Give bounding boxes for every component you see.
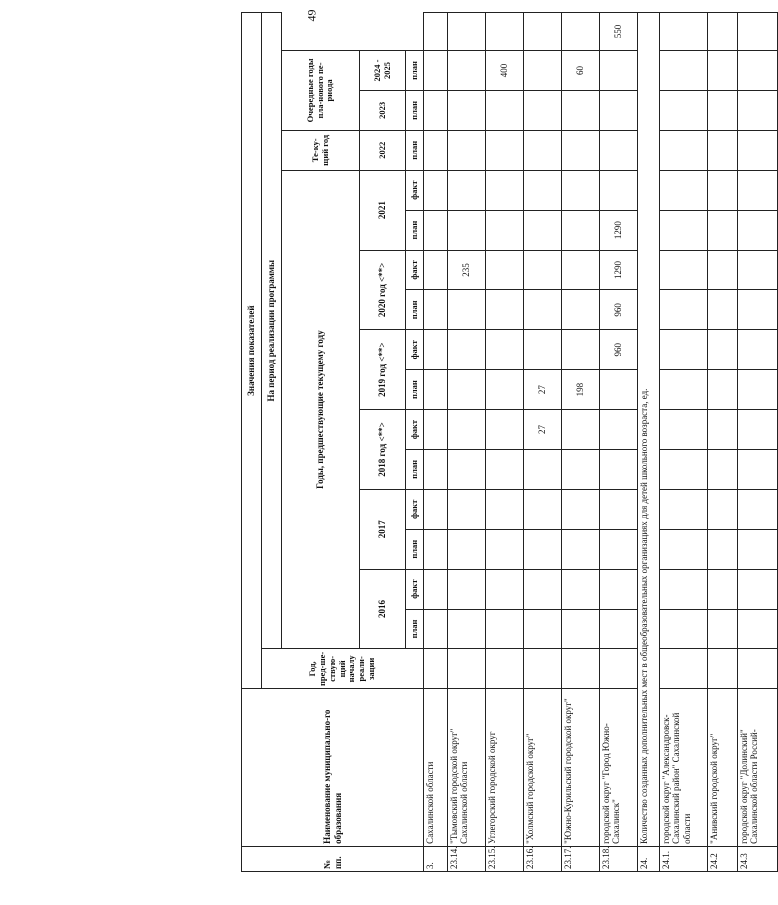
cell-value xyxy=(708,290,738,330)
cell-value xyxy=(486,410,524,450)
cell-value xyxy=(738,51,778,91)
cell-value xyxy=(562,489,600,529)
year-2017: 2017 xyxy=(360,489,406,569)
cell-value xyxy=(660,410,708,450)
cell-value xyxy=(660,609,708,649)
values-title: Значения показателей xyxy=(242,13,262,689)
cell-value xyxy=(524,130,562,170)
year-2018: 2018 год <**> xyxy=(360,410,406,490)
cell-value xyxy=(424,290,448,330)
cell-value xyxy=(486,170,524,210)
cell-value xyxy=(424,489,448,529)
subheader-fact: факт xyxy=(406,410,424,450)
cell-value xyxy=(660,290,708,330)
row-name: Углегорский городской округ xyxy=(486,689,524,847)
year-2021: 2021 xyxy=(360,170,406,250)
row-name: "Южно-Курильский городской округ" xyxy=(562,689,600,847)
cell-value xyxy=(708,13,738,51)
cell-value xyxy=(424,410,448,450)
subheader-plan: план xyxy=(406,130,424,170)
rotated-table-container xyxy=(241,9,760,872)
cell-value xyxy=(424,449,448,489)
cell-value xyxy=(738,330,778,370)
subheader-fact: факт xyxy=(406,569,424,609)
cell-value xyxy=(424,609,448,649)
cell-value xyxy=(486,130,524,170)
subheader-fact: факт xyxy=(406,250,424,290)
cell-value xyxy=(524,529,562,569)
row-name: Сахалинской области xyxy=(424,689,448,847)
cell-value xyxy=(524,290,562,330)
cell-value xyxy=(708,649,738,689)
cell-value xyxy=(660,51,708,91)
row-number: 24.1. xyxy=(660,846,708,871)
subheader-plan: план xyxy=(406,449,424,489)
cell-value xyxy=(448,370,486,410)
cell-value xyxy=(448,13,486,51)
cell-value xyxy=(738,210,778,250)
cell-value xyxy=(486,449,524,489)
subheader-plan: план xyxy=(406,529,424,569)
cell-value: 235 xyxy=(448,250,486,290)
cell-value xyxy=(424,330,448,370)
cell-value xyxy=(708,330,738,370)
cell-value xyxy=(524,90,562,130)
table-row xyxy=(562,13,600,872)
cell-value xyxy=(660,250,708,290)
table-row xyxy=(600,13,638,872)
cell-value xyxy=(738,130,778,170)
col-header-number: № пп. xyxy=(242,846,424,871)
cell-value xyxy=(600,649,638,689)
cell-value xyxy=(660,90,708,130)
cell-value xyxy=(524,51,562,91)
cell-value: 198 xyxy=(562,370,600,410)
row-number: 24.3 xyxy=(738,846,778,871)
cell-value xyxy=(562,250,600,290)
cell-value xyxy=(708,410,738,450)
cell-value xyxy=(424,649,448,689)
cell-value xyxy=(524,13,562,51)
cell-value xyxy=(486,330,524,370)
subheader-fact: факт xyxy=(406,330,424,370)
cell-value xyxy=(738,649,778,689)
cell-value xyxy=(562,290,600,330)
cell-value xyxy=(562,170,600,210)
cell-value xyxy=(562,130,600,170)
year-2023: 2023 xyxy=(360,90,406,130)
cell-value: 60 xyxy=(562,51,600,91)
cell-value xyxy=(448,51,486,91)
section-number: 24. xyxy=(638,846,660,871)
cell-value xyxy=(660,13,708,51)
cell-value xyxy=(708,130,738,170)
cell-value xyxy=(424,370,448,410)
current-year-title: Те-ку-щий год xyxy=(282,130,360,170)
cell-value xyxy=(448,649,486,689)
cell-value xyxy=(660,210,708,250)
cell-value xyxy=(448,609,486,649)
cell-value: 1290 xyxy=(600,210,638,250)
cell-value xyxy=(486,290,524,330)
cell-value xyxy=(738,290,778,330)
cell-value xyxy=(562,90,600,130)
cell-value xyxy=(486,609,524,649)
cell-value xyxy=(448,130,486,170)
cell-value xyxy=(424,130,448,170)
cell-value xyxy=(562,13,600,51)
table-row xyxy=(424,13,448,872)
cell-value xyxy=(708,210,738,250)
cell-value xyxy=(562,410,600,450)
table-row xyxy=(660,13,708,872)
cell-value xyxy=(424,170,448,210)
cell-value xyxy=(600,51,638,91)
cell-value xyxy=(486,90,524,130)
row-number: 24.2 xyxy=(708,846,738,871)
cell-value xyxy=(486,13,524,51)
cell-value xyxy=(562,609,600,649)
cell-value xyxy=(660,649,708,689)
cell-value: 27 xyxy=(524,370,562,410)
cell-value xyxy=(486,649,524,689)
section-title: Количество созданных дополнительных мест в общеобразовательных организациях для детей школьного возраста, ед. xyxy=(638,13,660,847)
cell-value xyxy=(562,649,600,689)
next-years-title: Очередные годы пла-нового пе-риода xyxy=(282,51,360,131)
cell-value xyxy=(486,210,524,250)
cell-value xyxy=(738,489,778,529)
cell-value: 400 xyxy=(486,51,524,91)
cell-value xyxy=(738,529,778,569)
col-header-name: Наименование муниципально-го образования xyxy=(242,689,424,847)
cell-value xyxy=(738,569,778,609)
col-header-preceding-year: Год, пред-ше-ствую-щий началу реали-зации xyxy=(262,649,424,689)
cell-value xyxy=(524,449,562,489)
cell-value xyxy=(660,330,708,370)
cell-value xyxy=(600,609,638,649)
cell-value xyxy=(448,569,486,609)
cell-value xyxy=(562,529,600,569)
years-before-title: Годы, предшествующие текущему году xyxy=(282,170,360,649)
cell-value xyxy=(424,529,448,569)
cell-value xyxy=(600,569,638,609)
year-2024: 2024 - 2025 xyxy=(360,51,406,91)
row-name: "Холмский городской округ" xyxy=(524,689,562,847)
year-2019: 2019 год <**> xyxy=(360,330,406,410)
table-row xyxy=(738,13,778,872)
row-number: 23.14. xyxy=(448,846,486,871)
cell-value xyxy=(708,250,738,290)
cell-value xyxy=(562,330,600,370)
cell-value xyxy=(660,130,708,170)
cell-value: 960 xyxy=(600,330,638,370)
cell-value xyxy=(708,489,738,529)
cell-value xyxy=(486,250,524,290)
cell-value xyxy=(738,250,778,290)
cell-value xyxy=(424,569,448,609)
subheader-plan: план xyxy=(406,210,424,250)
cell-value: 550 xyxy=(600,13,638,51)
subheader-plan: план xyxy=(406,51,424,91)
cell-value xyxy=(448,210,486,250)
cell-value xyxy=(600,410,638,450)
cell-value xyxy=(424,13,448,51)
cell-value xyxy=(448,90,486,130)
cell-value xyxy=(486,569,524,609)
cell-value xyxy=(424,210,448,250)
cell-value xyxy=(524,210,562,250)
row-name: городской округ "Город Южно-Сахалинск" xyxy=(600,689,638,847)
cell-value xyxy=(448,290,486,330)
cell-value xyxy=(424,51,448,91)
cell-value xyxy=(562,569,600,609)
table-row xyxy=(524,13,562,872)
cell-value xyxy=(708,370,738,410)
cell-value xyxy=(600,90,638,130)
subheader-plan: план xyxy=(406,90,424,130)
cell-value xyxy=(424,90,448,130)
cell-value xyxy=(708,609,738,649)
cell-value xyxy=(524,569,562,609)
row-number: 23.15. xyxy=(486,846,524,871)
cell-value: 960 xyxy=(600,290,638,330)
cell-value xyxy=(524,649,562,689)
cell-value: 1290 xyxy=(600,250,638,290)
cell-value xyxy=(562,449,600,489)
row-name: "Анивский городской округ" xyxy=(708,689,738,847)
year-2022: 2022 xyxy=(360,130,406,170)
cell-value xyxy=(708,170,738,210)
cell-value xyxy=(660,569,708,609)
cell-value xyxy=(738,370,778,410)
cell-value xyxy=(738,90,778,130)
cell-value: 27 xyxy=(524,410,562,450)
cell-value xyxy=(738,410,778,450)
row-number: 23.16. xyxy=(524,846,562,871)
table-row xyxy=(486,13,524,872)
cell-value xyxy=(600,489,638,529)
indicator-table-rotated xyxy=(241,9,760,872)
cell-value xyxy=(708,51,738,91)
cell-value xyxy=(448,170,486,210)
subheader-fact: факт xyxy=(406,170,424,210)
cell-value xyxy=(660,449,708,489)
subheader-plan: план xyxy=(406,370,424,410)
row-name: городской округ "Долинский" Сахалинской области Россий- xyxy=(738,689,778,847)
year-2020: 2020 год <**> xyxy=(360,250,406,330)
table-row xyxy=(708,13,738,872)
indicator-table xyxy=(241,9,778,872)
cell-value xyxy=(486,370,524,410)
cell-value xyxy=(708,90,738,130)
cell-value xyxy=(448,410,486,450)
cell-value xyxy=(660,170,708,210)
cell-value xyxy=(600,529,638,569)
cell-value xyxy=(660,529,708,569)
cell-value xyxy=(524,489,562,529)
row-number: 3. xyxy=(424,846,448,871)
cell-value xyxy=(448,449,486,489)
table-row xyxy=(448,13,486,872)
cell-value xyxy=(448,330,486,370)
cell-value xyxy=(448,489,486,529)
year-2016: 2016 xyxy=(360,569,406,649)
cell-value xyxy=(738,449,778,489)
cell-value xyxy=(600,130,638,170)
cell-value xyxy=(562,210,600,250)
cell-value xyxy=(524,330,562,370)
cell-value xyxy=(448,529,486,569)
cell-value xyxy=(660,489,708,529)
cell-value xyxy=(708,569,738,609)
cell-value xyxy=(524,250,562,290)
row-name: "Тымовский городской округ" Сахалинской области xyxy=(448,689,486,847)
cell-value xyxy=(738,170,778,210)
subheader-plan: план xyxy=(406,290,424,330)
cell-value xyxy=(600,370,638,410)
subheader-fact: факт xyxy=(406,489,424,529)
page-number: 49 xyxy=(304,9,319,22)
cell-value xyxy=(738,13,778,51)
cell-value xyxy=(738,609,778,649)
section-row xyxy=(638,13,660,872)
cell-value xyxy=(524,170,562,210)
cell-value xyxy=(486,489,524,529)
cell-value xyxy=(708,529,738,569)
cell-value xyxy=(600,170,638,210)
cell-value xyxy=(486,529,524,569)
subheader-plan: план xyxy=(406,609,424,649)
period-title: На период реализации программы xyxy=(262,13,282,649)
cell-value xyxy=(660,370,708,410)
cell-value xyxy=(524,609,562,649)
cell-value xyxy=(424,250,448,290)
row-number: 23.18. xyxy=(600,846,638,871)
row-name: городской округ "Александровск-Сахалинский район" Сахалинской области xyxy=(660,689,708,847)
table-body xyxy=(424,13,778,872)
row-number: 23.17. xyxy=(562,846,600,871)
cell-value xyxy=(708,449,738,489)
cell-value xyxy=(600,449,638,489)
